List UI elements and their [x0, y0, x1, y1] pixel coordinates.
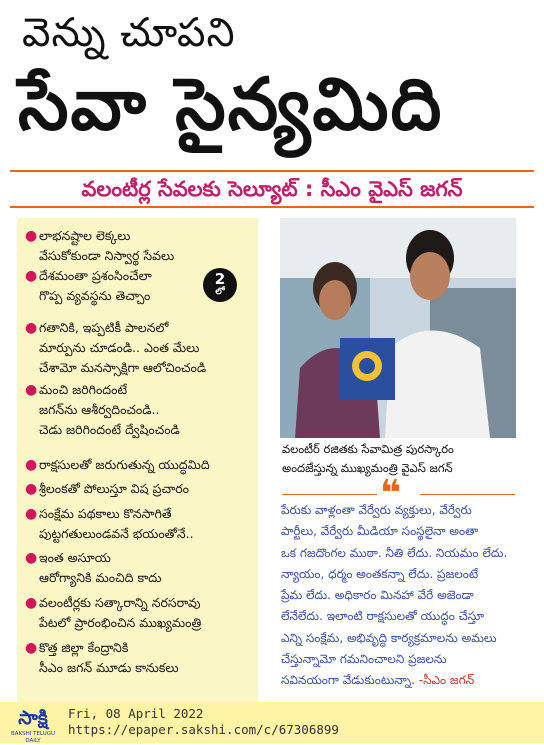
point-item: ● మంచి జరిగిందంటే జగన్‌ను ఆశీర్వదించండి.. చెడు జరిగిందంటే ద్వేషించండి: [25, 382, 180, 437]
epaper-link[interactable]: https://epaper.sakshi.com/c/67306899: [68, 722, 339, 737]
cm-quote: [281, 500, 523, 692]
logo-tagline: BAKSHI TELUGU DAILY: [10, 731, 56, 744]
quote-author: -సీఎం జగన్: [414, 673, 475, 688]
bullet-icon: ●: [25, 481, 38, 497]
bullet-icon: ●: [25, 268, 38, 284]
point-item: ● కొత్త జిల్లా కేంద్రానికి సీఎం జగన్ మూడు కానుకలు: [25, 640, 179, 675]
point-item: ● లాభనష్టాల లెక్కలు వేసుకోకుండా నిస్వార్థ సేవలు: [25, 228, 175, 263]
subheadline: వలంటీర్ల సేవలకు సెల్యూట్ : సీఎం వైఎస్ జగన్: [81, 177, 463, 201]
point-item: ● శ్రీలంకతో పోలుస్తూ విష ప్రచారం: [25, 481, 189, 497]
edition-date: Fri, 08 April 2022: [68, 706, 204, 721]
bullet-icon: ●: [25, 228, 38, 244]
logo-wordmark: సాక్షి: [18, 707, 48, 729]
page-reference-badge: 2 లో: [203, 268, 237, 302]
quote-rule-left: [282, 494, 377, 495]
quote-body: పేరుకు వాళ్లంతా వేర్వేరు వ్యక్తులు, వేర్వేరు పార్టీలు, వేర్వేరు మీడియా సంస్థలైనా అంతా ఒక గజదొంగల ముఠా. నీతి లేదు. నియమం లేదు. న్యాయం, ధర్మం అంతకన్నా లేదు. ప్రజలంటే ప్రేమ లేదు. అధికారం మినహా వేరే అజెండా లేనేలేదు. ఇలాంటి రాక్షసులతో యుద్ధం చేస్తూ ఎన్ని సంక్షేమ, అభివృద్ధి కార్యక్రమాలను అమలు చేస్తున్నామో గమనించాలని ప్రజలను సవినయంగా వేడుకుంటున్నా.: [281, 503, 508, 688]
subhead-bottom-rule: [10, 206, 534, 208]
bullet-icon: ●: [25, 640, 38, 656]
footer-bar: [0, 702, 544, 743]
point-item: ● రాక్షసులతో జరుగుతున్న యుద్ధమిది: [25, 457, 210, 473]
bullet-icon: ●: [25, 457, 38, 473]
quote-rule-right: [420, 494, 515, 495]
bullet-icon: ●: [25, 320, 38, 336]
headline-top: వెన్ను చూపని: [22, 10, 236, 56]
bullet-icon: ●: [25, 506, 38, 522]
point-item: ● దేశమంతా ప్రశంసించేలా గొప్ప వ్యవస్థను తెచ్చాం: [25, 268, 152, 303]
photo-illustration: [280, 218, 516, 438]
point-item: ● సంక్షేమ పథకాలు కొనసాగితే పుట్టగతులుండవనే భయంతోనే..: [25, 506, 194, 541]
bullet-icon: ●: [25, 550, 38, 566]
headline-main: సేవా సైన్యమిది: [18, 62, 444, 146]
news-photo: [280, 218, 516, 438]
point-item: ● వలంటీర్లకు సత్కారాన్ని నరసరావు పేటలో ప్రారంభించిన ముఖ్యమంత్రి: [25, 595, 202, 630]
subhead-top-rule: [10, 170, 534, 172]
quote-open-icon: ❝: [380, 473, 402, 514]
point-item: ● గతానికి, ఇప్పటికీ పాలనలో మార్పును చూడండి.. ఎంత మేలు చేశామో మనస్సాక్షిగా ఆలోచించండి: [25, 320, 207, 375]
photo-caption: వలంటీర్ రజితకు సేవామిత్ర పురస్కారం అందజేస్తున్న ముఖ్యమంత్రి వైఎస్ జగన్: [282, 442, 454, 475]
bullet-icon: ●: [25, 595, 38, 611]
bullet-icon: ●: [25, 382, 38, 398]
sakshi-logo: [4, 707, 62, 744]
point-item: ● ఇంత అసూయ ఆరోగ్యానికి మంచిది కాదు: [25, 550, 162, 585]
